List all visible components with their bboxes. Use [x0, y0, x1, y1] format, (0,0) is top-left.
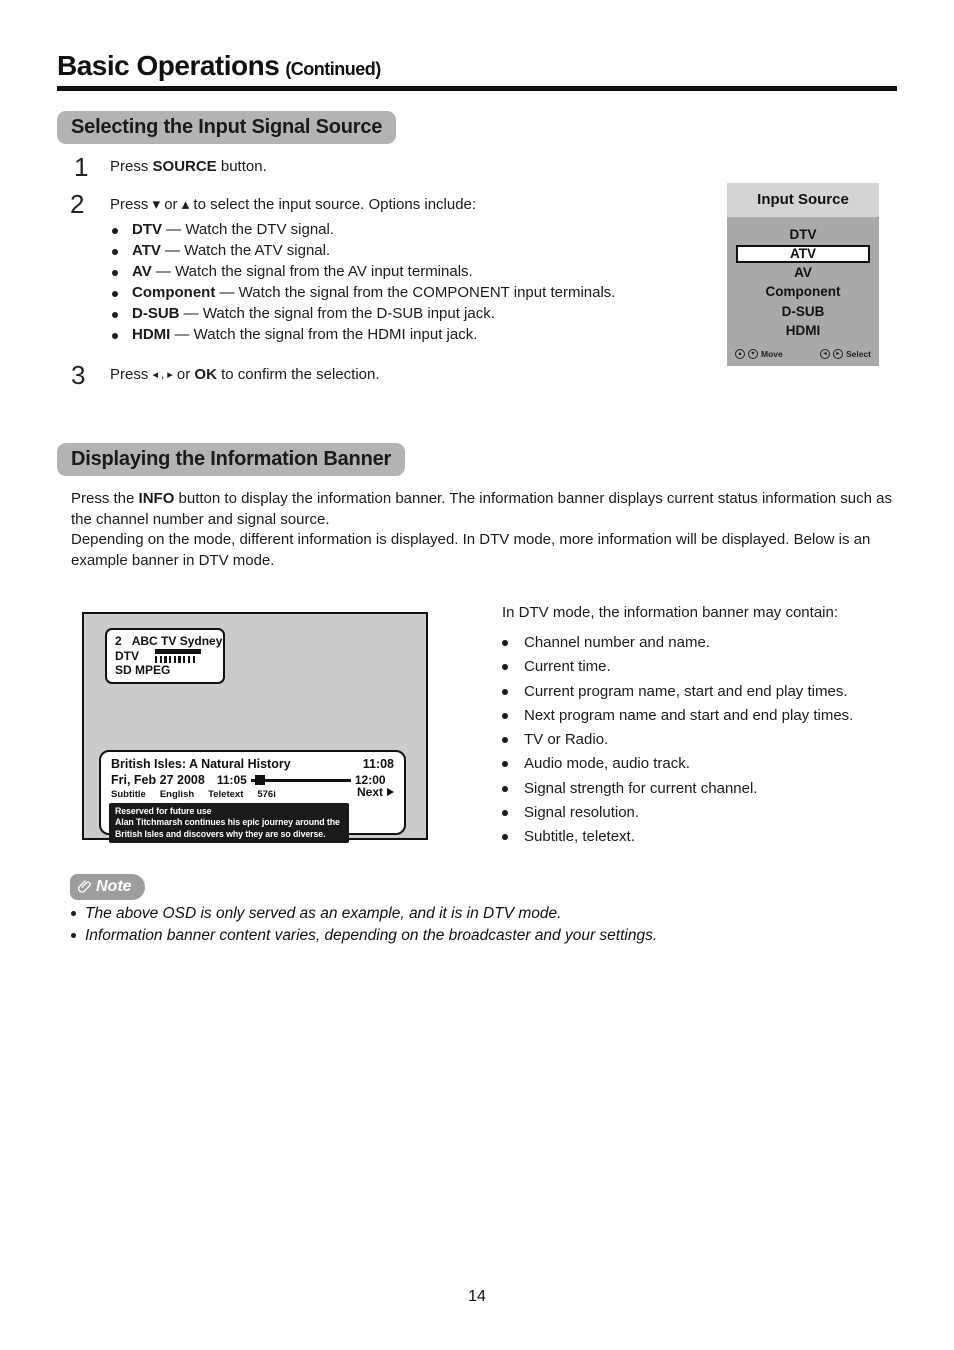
- list-item: [112, 305, 615, 326]
- option-desc: — Watch the signal from the AV input terminals.: [151, 263, 473, 280]
- menu-item-av: AV: [794, 264, 812, 280]
- up-arrow-circle-icon: ▲: [735, 349, 745, 359]
- signal-level-bar: [155, 649, 201, 654]
- option-term: D-SUB: [132, 305, 180, 322]
- program-time-row: [111, 773, 394, 787]
- page-number: 14: [468, 1288, 486, 1305]
- list-item: [112, 284, 615, 305]
- input-source-menu-body: [727, 217, 879, 366]
- dtv-info-item: Current time.: [524, 658, 611, 676]
- move-label: Move: [761, 348, 783, 359]
- list-item: [502, 780, 912, 804]
- bullet-icon: [502, 664, 508, 670]
- tag-language: English: [159, 789, 195, 800]
- paperclip-icon: [77, 879, 93, 895]
- bullet-icon: [71, 911, 76, 916]
- channel-number: 2: [115, 634, 122, 648]
- option-desc: — Watch the ATV signal.: [160, 242, 331, 259]
- step-1-key: SOURCE: [152, 158, 217, 175]
- next-program-indicator: [357, 785, 394, 799]
- progress-marker-icon: [255, 775, 265, 785]
- dtv-info-item: Audio mode, audio track.: [524, 755, 690, 773]
- option-term: ATV: [132, 242, 161, 259]
- dtv-info-item: Signal resolution.: [524, 804, 640, 822]
- list-item: [112, 221, 615, 242]
- banner-example-illustration: [82, 612, 428, 840]
- dtv-info-item: TV or Radio.: [524, 731, 609, 749]
- dtv-info-item: Current program name, start and end play times.: [524, 682, 848, 700]
- note-badge: [70, 874, 145, 900]
- bullet-icon: [502, 737, 508, 743]
- menu-select-hint: [820, 349, 871, 359]
- dtv-info-list: [502, 634, 912, 853]
- page-title-suffix: (Continued): [285, 59, 381, 79]
- bullet-icon: [112, 270, 118, 276]
- para1-post: button to display the information banner. The information banner displays current status information such as the channel number and signal source.: [71, 490, 893, 528]
- program-description-box: [109, 803, 349, 843]
- section-heading-information-banner: Displaying the Information Banner: [57, 443, 405, 476]
- title-rule: [57, 86, 897, 91]
- list-item: [502, 658, 912, 682]
- list-item: [112, 326, 615, 347]
- bullet-icon: [502, 689, 508, 695]
- option-desc: — Watch the signal from the D-SUB input jack.: [179, 305, 495, 322]
- list-item: [502, 683, 912, 707]
- left-right-arrow-icons: ◂ , ▸: [152, 369, 173, 381]
- option-desc: — Watch the signal from the COMPONENT input terminals.: [215, 284, 616, 301]
- description-line: Reserved for future use: [115, 806, 212, 816]
- signal-ticks: [155, 656, 201, 663]
- bullet-icon: [112, 228, 118, 234]
- right-arrow-circle-icon: ►: [833, 349, 843, 359]
- step-1-pre: Press: [110, 158, 153, 175]
- left-arrow-circle-icon: ◄: [820, 349, 830, 359]
- step-1-post: button.: [216, 158, 267, 175]
- section-heading-input-source: Selecting the Input Signal Source: [57, 111, 396, 144]
- menu-item-dsub: D-SUB: [781, 303, 825, 319]
- option-term: Component: [132, 284, 216, 301]
- progress-bar: [251, 779, 351, 782]
- bullet-icon: [112, 291, 118, 297]
- dtv-info-item: Channel number and name.: [524, 634, 710, 651]
- step-2-text: Press ▾ or ▴ to select the input source. Options include:: [110, 196, 477, 213]
- step-3-pre: Press: [110, 366, 153, 383]
- step-3-post: to confirm the selection.: [216, 366, 380, 383]
- description-line: British Isles and discovers why they are so diverse.: [115, 828, 326, 839]
- next-arrow-icon: [387, 788, 394, 796]
- menu-item-dtv: DTV: [789, 227, 817, 242]
- menu-move-hint: [735, 349, 783, 359]
- step-2-number: 2: [70, 189, 85, 219]
- input-source-menu: [727, 183, 879, 366]
- signal-strength-icon: [155, 649, 201, 663]
- dtv-info-item: Signal strength for current channel.: [524, 779, 758, 797]
- page-title-main: Basic Operations: [57, 50, 280, 81]
- menu-item-component: Component: [765, 284, 841, 299]
- paragraph-1: [71, 489, 903, 530]
- bullet-icon: [112, 333, 118, 339]
- list-item: [112, 263, 615, 284]
- program-title: British Isles: A Natural History: [111, 757, 291, 771]
- bullet-icon: [502, 640, 508, 646]
- program-date: Fri, Feb 27 2008: [111, 773, 205, 787]
- tag-teletext: Teletext: [208, 789, 244, 800]
- select-label: Select: [845, 348, 871, 359]
- channel-line: [115, 634, 223, 648]
- input-source-menu-title: Input Source: [727, 183, 879, 217]
- list-item: [71, 905, 657, 927]
- dtv-info-column: [502, 604, 912, 853]
- list-item: [502, 755, 912, 779]
- start-time: 11:05: [216, 773, 247, 787]
- list-item: [502, 828, 912, 852]
- list-item: [71, 927, 657, 949]
- info-banner-paragraphs: [71, 489, 903, 571]
- tag-subtitle: Subtitle: [111, 789, 146, 800]
- mode-line: [115, 648, 215, 663]
- option-term: DTV: [132, 221, 162, 238]
- option-term: HDMI: [132, 326, 171, 343]
- step-3-mid: or: [172, 366, 195, 383]
- dtv-info-intro: In DTV mode, the information banner may contain:: [502, 604, 839, 621]
- bullet-icon: [502, 761, 508, 767]
- description-line: Alan Titchmarsh continues his epic journey around the: [115, 817, 340, 828]
- step-3-number: 3: [71, 360, 86, 390]
- bullet-icon: [112, 249, 118, 255]
- tag-resolution: 576i: [257, 789, 276, 800]
- dtv-info-item: Next program name and start and end play times.: [524, 706, 854, 724]
- step-3-text: [110, 366, 380, 383]
- channel-name: ABC TV Sydney: [131, 634, 223, 648]
- option-term: AV: [132, 263, 152, 280]
- para1-pre: Press the: [71, 490, 139, 507]
- bullet-icon: [112, 312, 118, 318]
- step-3-key: OK: [194, 366, 217, 383]
- input-option-list: [112, 221, 615, 347]
- program-tags-row: [111, 784, 394, 800]
- format-line: SD MPEG: [115, 663, 171, 677]
- note-label: Note: [96, 878, 132, 895]
- current-time: 11:08: [362, 757, 394, 771]
- note-item: The above OSD is only served as an example, and it is in DTV mode.: [85, 905, 562, 922]
- option-desc: — Watch the signal from the HDMI input jack.: [170, 326, 478, 343]
- menu-item-hdmi: HDMI: [785, 323, 821, 338]
- end-time: 12:00: [354, 773, 386, 787]
- step-1-number: 1: [74, 152, 89, 182]
- next-label: Next: [356, 784, 383, 799]
- menu-item-atv-selected: ATV: [736, 245, 870, 263]
- program-title-row: [111, 757, 394, 771]
- list-item: [112, 242, 615, 263]
- step-1-text: [110, 158, 267, 175]
- list-item: [502, 731, 912, 755]
- dtv-info-item: Subtitle, teletext.: [524, 828, 635, 846]
- program-info-box: [99, 750, 406, 839]
- bullet-icon: [502, 834, 508, 840]
- channel-info-box: [105, 628, 225, 684]
- bullet-icon: [502, 810, 508, 816]
- note-list: [71, 905, 657, 948]
- page-title: [57, 50, 381, 82]
- list-item: [502, 804, 912, 828]
- note-item: Information banner content varies, depending on the broadcaster and your settings.: [85, 926, 658, 944]
- down-arrow-circle-icon: ▼: [748, 349, 758, 359]
- option-desc: — Watch the DTV signal.: [162, 221, 335, 238]
- bullet-icon: [502, 786, 508, 792]
- list-item: [502, 707, 912, 731]
- list-item: [502, 634, 912, 658]
- paragraph-2: Depending on the mode, different information is displayed. In DTV mode, more information will be displayed. Below is an example banner in DTV mode.: [71, 531, 871, 569]
- para1-key: INFO: [138, 490, 175, 507]
- bullet-icon: [71, 933, 76, 938]
- menu-footer: [727, 341, 879, 361]
- signal-mode: DTV: [115, 649, 139, 663]
- bullet-icon: [502, 713, 508, 719]
